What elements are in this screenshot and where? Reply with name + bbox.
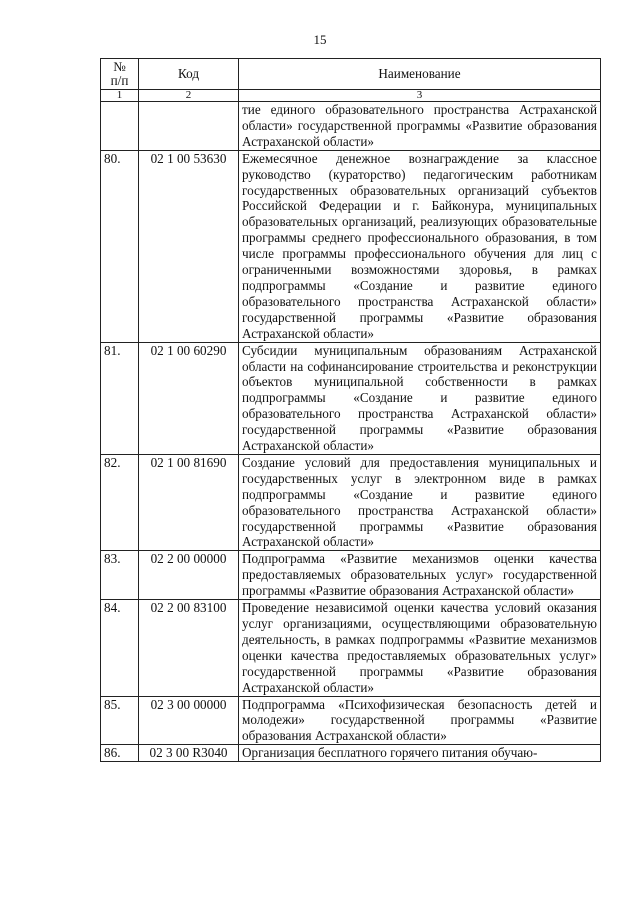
page-number: 15 bbox=[313, 32, 327, 47]
row-number: 81. bbox=[101, 342, 139, 454]
row-code: 02 3 00 00000 bbox=[139, 696, 239, 745]
row-code: 02 2 00 00000 bbox=[139, 551, 239, 600]
row-number: 82. bbox=[101, 454, 139, 550]
table-row bbox=[101, 745, 601, 762]
header-name: Наименование bbox=[239, 59, 601, 90]
row-number bbox=[101, 102, 139, 151]
header-num: № п/п bbox=[101, 59, 139, 90]
table-row bbox=[101, 551, 601, 600]
row-code: 02 1 00 81690 bbox=[139, 454, 239, 550]
row-name: Создание условий для предоставления муниципальных и государственных услуг в электронном виде в рамках подпрограммы «Создание и развитие единого образовательного пространства Астраханской области» государственной программы «Развитие образования Астраханской области» bbox=[239, 454, 601, 550]
row-number: 83. bbox=[101, 551, 139, 600]
row-name: Организация бесплатного горячего питания обучаю- bbox=[239, 745, 601, 762]
row-code bbox=[139, 102, 239, 151]
table-row bbox=[101, 342, 601, 454]
row-name: Подпрограмма «Развитие механизмов оценки качества предоставляемых образовательных услуг» государственной программы «Развитие образования Астраханской области» bbox=[239, 551, 601, 600]
row-code: 02 1 00 53630 bbox=[139, 150, 239, 342]
table-row bbox=[101, 600, 601, 696]
table-row bbox=[101, 696, 601, 745]
row-name: Подпрограмма «Психофизическая безопасность детей и молодежи» государственной программы «Развитие образования Астраханской области» bbox=[239, 696, 601, 745]
row-number: 85. bbox=[101, 696, 139, 745]
row-code: 02 3 00 R3040 bbox=[139, 745, 239, 762]
column-number: 2 bbox=[139, 90, 239, 102]
row-code: 02 2 00 83100 bbox=[139, 600, 239, 696]
row-code: 02 1 00 60290 bbox=[139, 342, 239, 454]
row-name: тие единого образовательного пространства Астраханской области» государственной программы «Развитие образования Астраханской области» bbox=[239, 102, 601, 151]
table-row bbox=[101, 150, 601, 342]
row-name: Проведение независимой оценки качества условий оказания услуг организациями, осуществляющими образовательную деятельность, в рамках подпрограммы «Развитие механизмов оценки качества предоставляемых образовательных услуг» государственной программы «Развитие образования Астраханской области» bbox=[239, 600, 601, 696]
column-number: 3 bbox=[239, 90, 601, 102]
table-row bbox=[101, 454, 601, 550]
table-row bbox=[101, 102, 601, 151]
row-number: 80. bbox=[101, 150, 139, 342]
classification-table bbox=[100, 58, 601, 762]
row-name: Ежемесячное денежное вознаграждение за классное руководство (кураторство) педагогическим работникам государственных образовательных организаций субъектов Российской Федерации и г. Байконура, муниципальных образовательных организаций, реализующих образовательные программы среднего профессионального образования, в том числе программы профессионального обучения для лиц с ограниченными возможностями здоровья, в рамках подпрограммы «Создание и развитие единого образовательного пространства Астраханской области» государственной программы «Развитие образования Астраханской области» bbox=[239, 150, 601, 342]
row-name: Субсидии муниципальным образованиям Астраханской области на софинансирование строительства и реконструкции объектов муниципальной собственности в рамках подпрограммы «Создание и развитие единого образовательного пространства Астраханской области» государственной программы «Развитие образования Астраханской области» bbox=[239, 342, 601, 454]
header-code: Код bbox=[139, 59, 239, 90]
row-number: 86. bbox=[101, 745, 139, 762]
column-number: 1 bbox=[101, 90, 139, 102]
row-number: 84. bbox=[101, 600, 139, 696]
table-header-row bbox=[101, 59, 601, 90]
column-number-row bbox=[101, 90, 601, 102]
